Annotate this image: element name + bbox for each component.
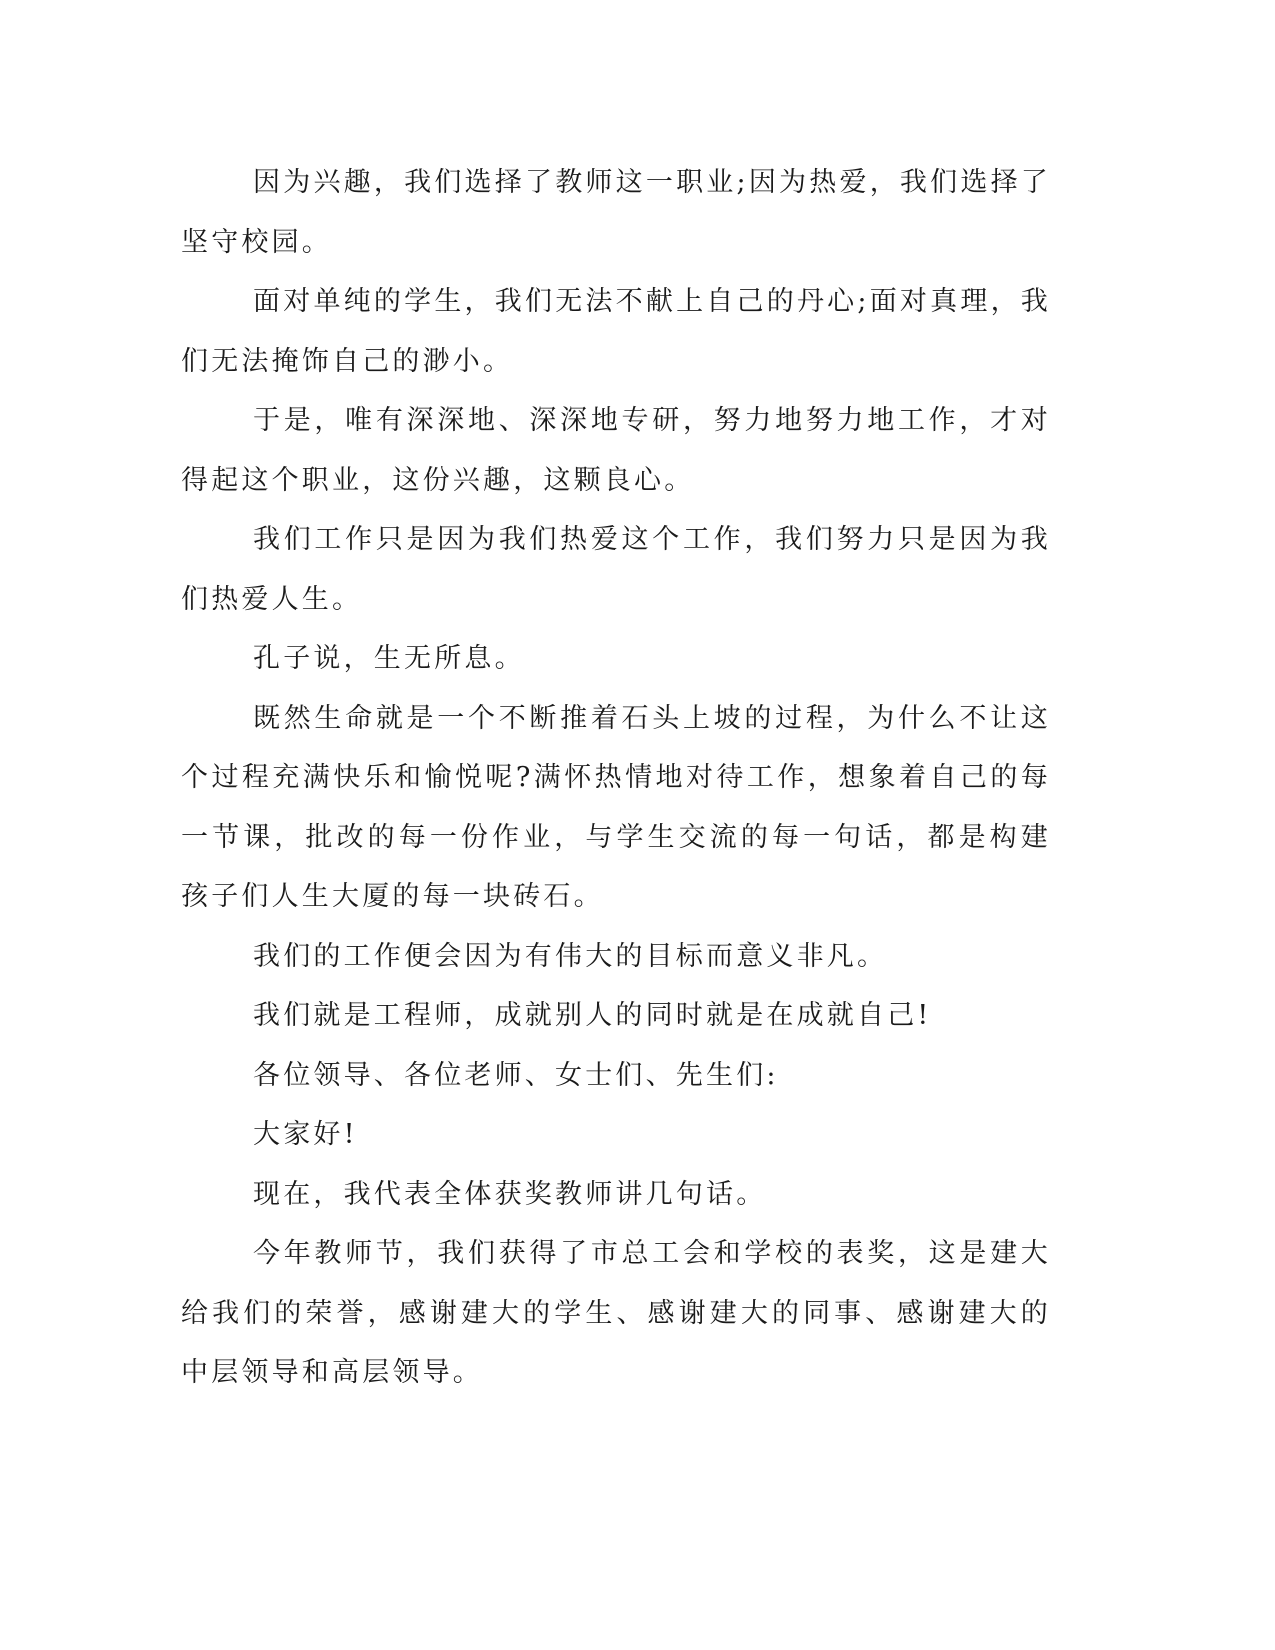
- paragraph: 现在，我代表全体获奖教师讲几句话。: [253, 1178, 767, 1210]
- greeting: 大家好!: [253, 1119, 358, 1150]
- paragraph: 我们的工作便会因为有伟大的目标而意义非凡。: [253, 940, 888, 972]
- paragraph: 孔子说，生无所息。: [253, 643, 525, 674]
- paragraph: 于是，唯有深深地、深深地专研，努力地努力地工作，才对得起这个职业，这份兴趣，这颗良心。: [181, 405, 1051, 496]
- document-body: [181, 153, 1051, 1403]
- paragraph: 今年教师节，我们获得了市总工会和学校的表奖，这是建大给我们的荣誉，感谢建大的学生、感谢建大的同事、感谢建大的中层领导和高层领导。: [181, 1238, 1051, 1388]
- paragraph: 因为兴趣，我们选择了教师这一职业;因为热爱，我们选择了坚守校园。: [181, 167, 1051, 258]
- paragraph: 面对单纯的学生，我们无法不献上自己的丹心;面对真理，我们无法掩饰自己的渺小。: [181, 286, 1051, 377]
- salutation: 各位领导、各位老师、女士们、先生们:: [253, 1059, 779, 1091]
- paragraph: 既然生命就是一个不断推着石头上坡的过程，为什么不让这个过程充满快乐和愉悦呢?满怀热情地对待工作，想象着自己的每一节课，批改的每一份作业，与学生交流的每一句话，都是构建孩子们人生大厦的每一块砖石。: [181, 702, 1051, 912]
- paragraph: 我们就是工程师，成就别人的同时就是在成就自己!: [253, 1000, 932, 1031]
- paragraph: 我们工作只是因为我们热爱这个工作，我们努力只是因为我们热爱人生。: [181, 524, 1051, 615]
